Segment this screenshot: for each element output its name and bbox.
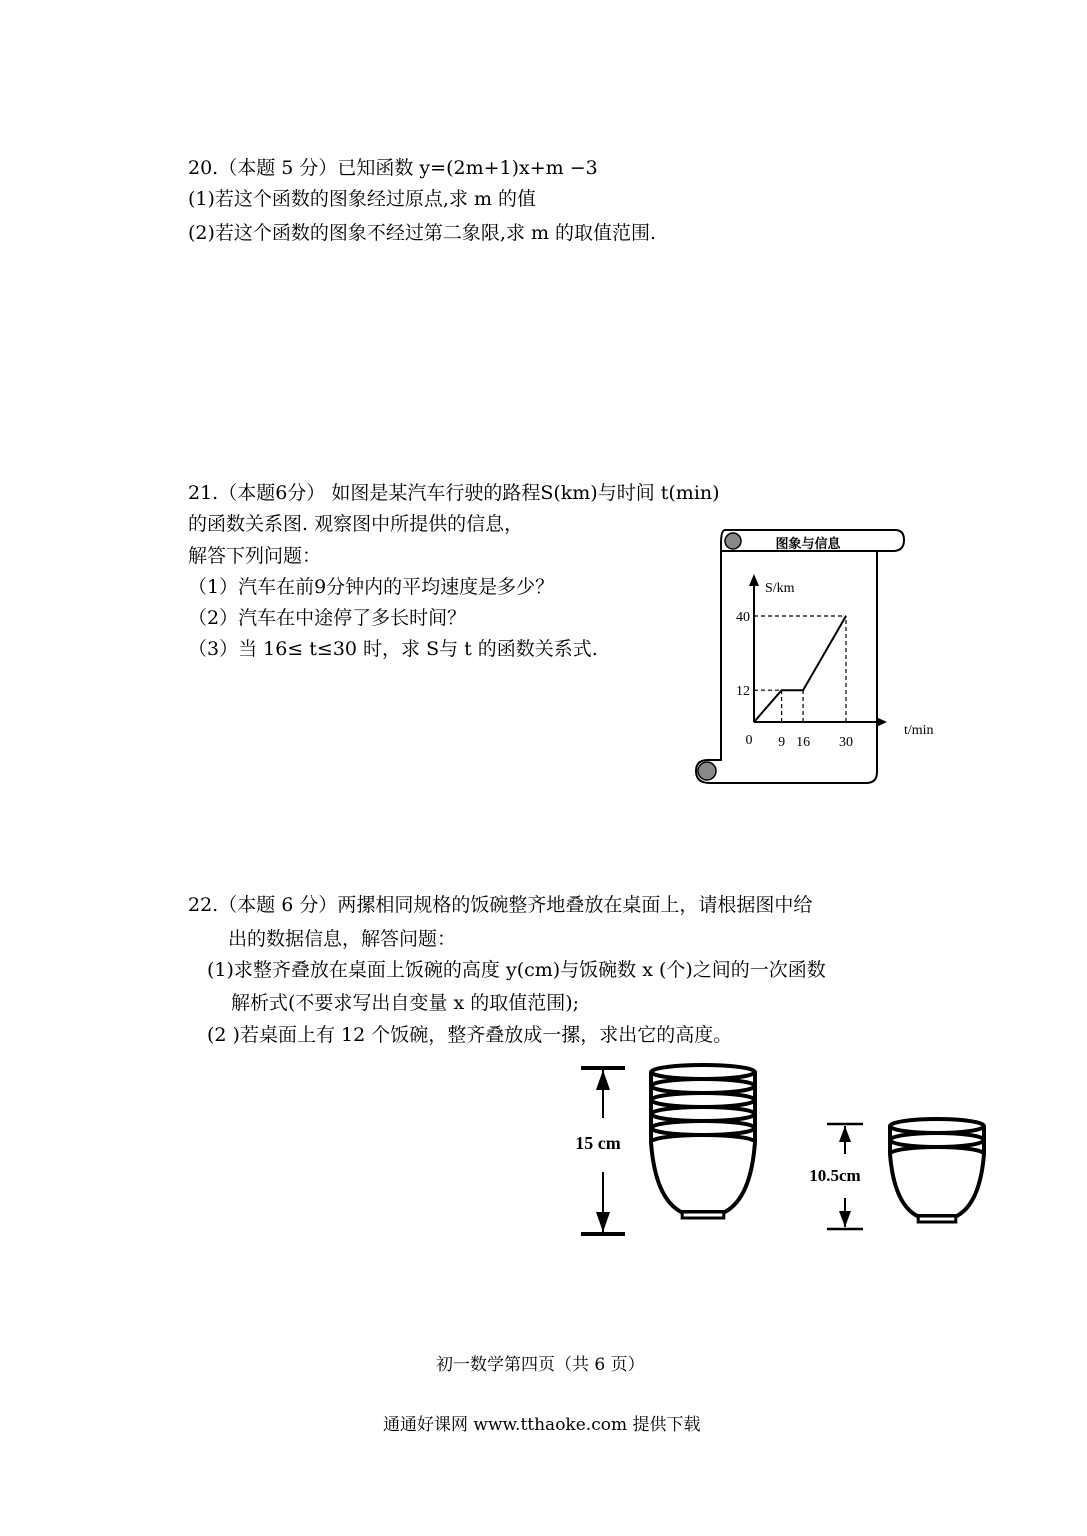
q21-stem-line1: 21.（本题6分） 如图是某汽车行驶的路程S(km)与时间 t(min) (188, 482, 720, 504)
x-tick-label: 16 (796, 735, 811, 750)
bowl-rim (651, 1079, 755, 1093)
q22-part2: (2 )若桌面上有 12 个饭碗，整齐叠放成一摞，求出它的高度。 (207, 1024, 733, 1046)
x-axis-label: t/min (904, 723, 934, 738)
bowl-foot (682, 1212, 724, 1218)
q21-part1: （1）汽车在前9分钟内的平均速度是多少？ (188, 576, 555, 598)
scroll-title: 图象与信息 (775, 537, 841, 552)
bowls-figure (565, 1060, 1005, 1245)
stack1-dimension (575, 1068, 625, 1234)
y-tick-label: 12 (736, 684, 750, 700)
bowl-rim (651, 1121, 755, 1135)
y-tick-label: 40 (736, 610, 750, 625)
bowl-rim (890, 1133, 984, 1147)
source-footer: 通通好课网 www.tthaoke.com 提供下载 (383, 1415, 701, 1435)
q21-stem-line2: 的函数关系图. 观察图中所提供的信息， (188, 513, 524, 535)
q21-part2: （2）汽车在中途停了多长时间？ (188, 607, 467, 629)
bowl-rim (890, 1119, 984, 1133)
origin-label: 0 (745, 733, 753, 748)
bowl-body (651, 1142, 755, 1212)
x-tick-label: 9 (778, 735, 786, 750)
q20-part2: (2)若这个函数的图象不经过第二象限,求 m 的取值范围. (188, 222, 657, 244)
page-footer: 初一数学第四页（共 6 页） (436, 1355, 645, 1375)
y-axis-label: S/km (765, 581, 795, 596)
bowl-rim (651, 1093, 755, 1107)
x-tick-label: 30 (839, 735, 853, 750)
bowl-foot (918, 1216, 956, 1222)
q22-stem-line1: 22.（本题 6 分）两摞相同规格的饭碗整齐地叠放在桌面上，请根据图中给 (188, 894, 813, 916)
scroll-top-curl (725, 533, 741, 549)
bowl-body (890, 1154, 984, 1216)
q20-part1: (1)若这个函数的图象经过原点,求 m 的值 (188, 188, 537, 210)
q22-stem-line2: 出的数据信息，解答问题： (228, 928, 457, 950)
q21-stem-line3: 解答下列问题： (188, 545, 322, 567)
scroll-figure (690, 522, 950, 792)
q21-part3: （3）当 16≤ t≤30 时，求 S与 t 的函数关系式. (188, 638, 598, 660)
bowl-rim (651, 1107, 755, 1121)
bowl-rim (651, 1065, 755, 1079)
scroll-bottom-curl (698, 762, 716, 780)
bowl-stack-small (890, 1119, 984, 1222)
stack2-height-label: 10.5cm (809, 1166, 861, 1185)
q20-stem: 20.（本题 5 分）已知函数 y=(2m+1)x+m −3 (188, 157, 598, 179)
q22-part1-line1: (1)求整齐叠放在桌面上饭碗的高度 y(cm)与饭碗数 x (个)之间的一次函数 (207, 959, 826, 981)
bowl-stack-large (651, 1065, 755, 1218)
q22-part1-line2: 解析式(不要求写出自变量 x 的取值范围); (231, 992, 580, 1014)
stack1-height-label: 15 cm (575, 1133, 621, 1153)
x-axis-arrow (876, 717, 887, 727)
stack2-dimension (809, 1124, 863, 1229)
